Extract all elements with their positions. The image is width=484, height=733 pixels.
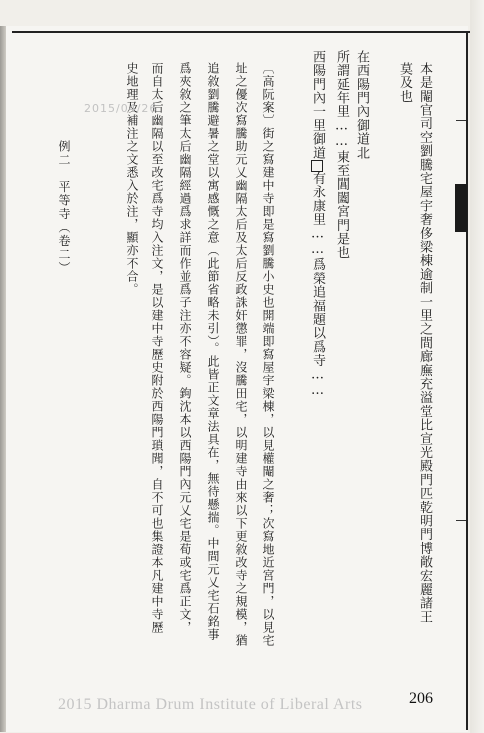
page-number: 206 bbox=[409, 690, 433, 707]
right-rule bbox=[466, 31, 468, 730]
commentary-column-5: 而自太后幽隔以至改宅爲寺均入注文，是以建中寺歷史附於西陽門瑣聞，自不可也集證本凡建中寺歷 bbox=[150, 62, 164, 634]
footer-watermark: 2015 Dharma Drum Institute of Liberal Arts bbox=[58, 696, 363, 713]
text-column-5-part-b: 有永康里……爲榮追福題以爲寺…… bbox=[310, 171, 325, 399]
top-rule bbox=[12, 31, 470, 33]
text-column-3: 在西陽門內御道北 bbox=[354, 50, 369, 160]
commentary-column-2: 址之優次寫騰助元乂幽隔太后及太后反政誅奸懲罪，沒騰田宅，以明建寺由來以下更敘改寺之規模，猶 bbox=[234, 62, 248, 647]
date-stamp: 2015/04/26 bbox=[84, 102, 158, 115]
example-heading: 例二 平等寺（卷二） bbox=[57, 140, 71, 275]
commentary-column-4: 爲夾敘之筆太后幽隔經過爲求詳而作並爲子注亦不容疑。鉤沈本以西陽門內元乂宅是荀或宅爲正文， bbox=[178, 62, 192, 634]
text-column-5 bbox=[311, 50, 324, 399]
text-column-2: 莫及也 bbox=[397, 62, 412, 104]
text-column-1: 本是閹官司空劉騰宅屋宇奢侈梁棟逾制一里之間廊廡充溢堂比宣光殿門匹乾明門博敞宏麗諸王 bbox=[417, 62, 432, 624]
missing-character-box bbox=[311, 160, 323, 172]
commentary-column-3: 追敘劉騰避暑之堂以寓感慨之意（此節省略未引）。此皆正文章法具在，無待懸揣。中間元乂宅石銘事 bbox=[206, 62, 220, 641]
text-column-4: 所謂延年里……東至閶闔宮門是也 bbox=[334, 50, 349, 260]
adjacent-page-edge bbox=[470, 0, 484, 733]
commentary-column-6: 史地理及補注之文悉入於注，顯亦不合。 bbox=[125, 62, 139, 296]
commentary-column-1: 〔高阮案〕街之寫建中寺即是寫劉騰小史也開端即寫屋宇梁棟，以見權閹之奢；次寫地近宮門，以見宅 bbox=[261, 62, 275, 647]
edge-mark bbox=[456, 520, 466, 521]
edge-mark bbox=[456, 120, 466, 121]
text-column-5-part-a: 西陽門內一里御道 bbox=[310, 50, 325, 160]
section-tab-marker bbox=[455, 184, 467, 232]
